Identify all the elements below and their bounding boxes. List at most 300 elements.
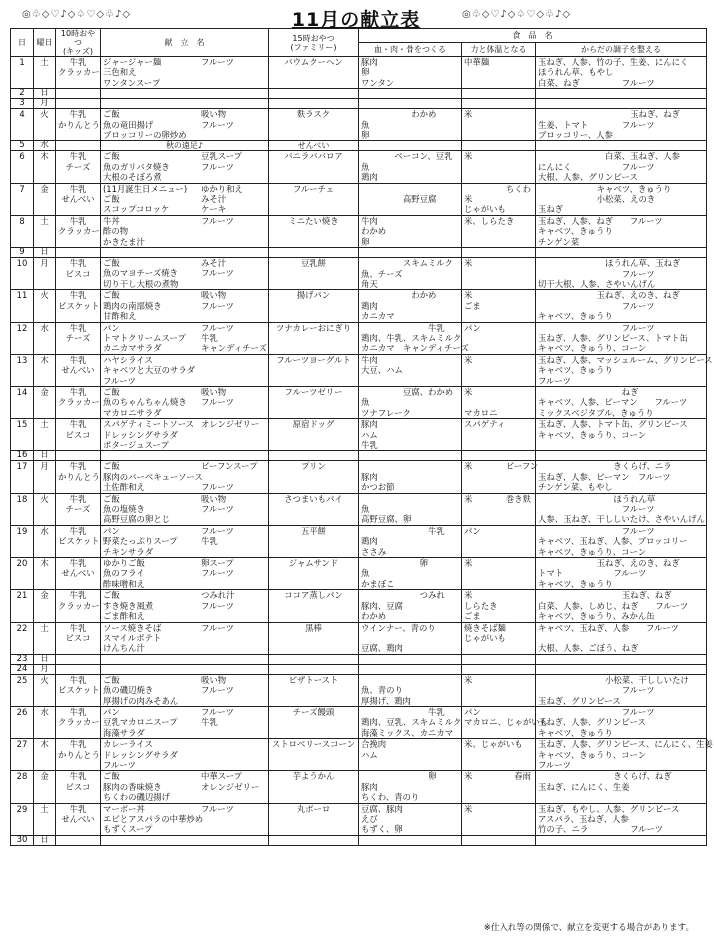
red-food: 鶏肉 <box>361 172 378 183</box>
weekday-cell: 金 <box>34 771 56 803</box>
dish-line <box>103 237 266 247</box>
green-food: キャベツ、きゅうり <box>538 183 672 194</box>
side-dish <box>201 792 204 802</box>
green-food: ほうれん草、玉ねぎ <box>538 258 681 269</box>
dish-cell <box>101 771 269 803</box>
red-food: ハム <box>361 429 378 440</box>
dish-line <box>103 568 266 578</box>
red-food: ツナフレーク <box>361 407 411 418</box>
green-food: キャベツ、きゅうり <box>538 727 613 738</box>
red-group-cell <box>359 109 462 141</box>
yellow-group-cell <box>462 89 536 99</box>
yellow-food <box>464 130 533 140</box>
side-dish <box>201 365 204 375</box>
side-dish: オレンジゼリー <box>201 781 260 792</box>
green-group-cell <box>536 322 707 354</box>
yellow-group-cell <box>462 386 536 418</box>
menu-row <box>11 151 707 183</box>
yellow-group-cell <box>462 451 536 461</box>
green-group-cell <box>536 151 707 183</box>
family-snack-cell: 麩ラスク <box>269 109 359 141</box>
yellow-group-cell <box>462 354 536 386</box>
day-cell: 3 <box>11 99 34 109</box>
side-dish: フルーツ <box>201 397 234 408</box>
menu-row <box>11 258 707 290</box>
yellow-food: 米 <box>464 109 473 120</box>
yellow-food: パン <box>464 525 481 536</box>
green-food: フルーツ <box>538 375 571 386</box>
dish-line <box>103 57 266 67</box>
weekday-cell: 日 <box>34 89 56 99</box>
kids-snack-cell <box>56 419 101 451</box>
main-dish: ご飯 <box>103 109 120 120</box>
kids-snack-cell <box>56 109 101 141</box>
menu-row <box>11 739 707 771</box>
green-food: 小松菜、えのき <box>538 194 656 205</box>
kids-snack-cell <box>56 739 101 771</box>
dish-cell <box>101 739 269 771</box>
yellow-food <box>464 162 533 172</box>
side-dish: フルーツ <box>201 119 234 130</box>
main-dish: ご飯 <box>103 290 120 301</box>
dish-line <box>103 472 266 482</box>
kids-snack-item: ビスコ <box>65 781 91 792</box>
main-dish: 魚の塩焼き <box>103 504 145 515</box>
green-food <box>538 633 704 643</box>
side-dish <box>201 472 204 482</box>
weekday-cell: 土 <box>34 57 56 89</box>
dish-cell <box>101 89 269 99</box>
kids-snack-cell <box>56 151 101 183</box>
green-food: 玉ねぎ、にんにく、生姜 <box>538 781 630 792</box>
kids-snack-item: 牛乳 <box>69 590 87 601</box>
side-dish: みそ汁 <box>201 194 227 205</box>
yellow-food <box>464 237 533 247</box>
side-dish: みそ汁 <box>201 258 227 269</box>
header-row-1 <box>11 29 707 43</box>
weekday-cell: 水 <box>34 322 56 354</box>
menu-row <box>11 590 707 622</box>
red-group-cell <box>359 248 462 258</box>
kids-snack-cell <box>56 248 101 258</box>
side-dish: フルーツ <box>201 803 234 814</box>
yellow-food <box>464 568 533 578</box>
main-dish: 厚揚げの肉みそあん <box>103 695 179 706</box>
footer-note: ※仕入れ等の関係で、献立を変更する場合があります。 <box>483 923 694 933</box>
main-dish: ご飯 <box>103 590 120 601</box>
red-group-cell <box>359 89 462 99</box>
menu-row <box>11 654 707 664</box>
yellow-group-cell <box>462 141 536 151</box>
dish-cell <box>101 99 269 109</box>
dish-line <box>103 771 266 781</box>
yellow-food <box>464 750 533 760</box>
main-dish: ご飯 <box>103 258 120 269</box>
main-dish: ちくわの磯辺揚げ <box>103 792 170 803</box>
red-food: かつお節 <box>361 482 395 493</box>
red-group-cell <box>359 354 462 386</box>
weekday-cell: 水 <box>34 141 56 151</box>
yellow-food: 米 <box>464 590 473 601</box>
day-cell: 17 <box>11 461 34 493</box>
green-food: キャベツ、きゅうり <box>538 578 613 589</box>
side-dish <box>201 611 204 621</box>
red-food: わかめ <box>361 109 437 120</box>
dish-line <box>103 461 266 471</box>
dish-line <box>103 536 266 546</box>
green-food: 玉ねぎ、人参、トマト缶、グリンピース <box>538 419 688 430</box>
dish-line <box>103 216 266 226</box>
main-dish: 魚のマヨチーズ焼き <box>103 268 178 279</box>
yellow-food <box>464 696 533 706</box>
yellow-food: 米 <box>464 151 473 162</box>
header-family-snack: 15時おやつ (ファミリー) <box>269 29 359 57</box>
family-snack-cell: ストロベリースコーン <box>269 739 359 771</box>
weekday-cell: 月 <box>34 461 56 493</box>
day-cell: 1 <box>11 57 34 89</box>
yellow-food <box>464 333 533 343</box>
green-group-cell <box>536 451 707 461</box>
dish-cell <box>101 493 269 525</box>
family-snack-cell: ジャムサンド <box>269 558 359 590</box>
dish-line <box>103 78 266 88</box>
kids-snack-item: 牛乳 <box>69 461 87 472</box>
side-dish <box>201 376 204 386</box>
weekday-cell: 月 <box>34 664 56 674</box>
red-group-cell <box>359 803 462 835</box>
dish-line <box>103 760 266 770</box>
main-dish: ソース焼きそば <box>103 622 162 633</box>
dish-cell <box>101 451 269 461</box>
green-food: 玉ねぎ <box>538 204 564 215</box>
main-dish: ご飯 <box>103 386 120 397</box>
menu-row <box>11 215 707 247</box>
kids-snack-item: 牛乳 <box>69 322 87 333</box>
weekday-cell: 土 <box>34 803 56 835</box>
side-dish: 牛乳 <box>201 536 218 547</box>
yellow-group-cell <box>462 664 536 674</box>
dish-line <box>103 204 266 214</box>
kids-snack-item: 牛乳 <box>69 386 87 397</box>
green-food: キャベツ、玉ねぎ、人参 フルーツ <box>538 622 679 633</box>
dish-cell <box>101 525 269 557</box>
green-food: ブロッコリー、人参 <box>538 130 613 141</box>
header-yellow-group: 力と体温となる <box>462 43 536 57</box>
kids-snack-cell <box>56 258 101 290</box>
family-snack-cell: さつまいもパイ <box>269 493 359 525</box>
green-group-cell <box>536 386 707 418</box>
red-food: 豚肉 <box>361 781 378 792</box>
menu-table <box>10 28 713 846</box>
side-dish <box>201 226 204 236</box>
kids-snack-cell <box>56 835 101 845</box>
kids-snack-cell <box>56 141 101 151</box>
side-dish: フルーツ <box>201 504 234 515</box>
family-snack-cell <box>269 664 359 674</box>
main-dish: 三色和え <box>103 67 137 78</box>
red-food <box>361 633 459 643</box>
yellow-food <box>464 172 533 182</box>
red-food: 鶏肉、豆乳、スキムミルク <box>361 717 462 728</box>
main-dish: パン <box>103 525 120 536</box>
red-food: 魚 <box>361 161 370 172</box>
green-group-cell <box>536 803 707 835</box>
main-dish: 豚肉のバーベキューソース <box>103 471 203 482</box>
yellow-food <box>464 311 533 321</box>
green-group-cell <box>536 99 707 109</box>
side-dish <box>201 643 204 653</box>
green-food: ほうれん草 <box>538 493 656 504</box>
dish-cell <box>101 322 269 354</box>
family-snack-cell: ココア蒸しパン <box>269 590 359 622</box>
dish-line <box>103 750 266 760</box>
dish-line <box>103 611 266 621</box>
dish-line <box>103 717 266 727</box>
family-snack-cell: 黒棒 <box>269 622 359 654</box>
side-dish <box>201 547 204 557</box>
header-day: 日 <box>11 29 34 57</box>
main-dish: 野菜たっぷりスープ <box>103 536 178 547</box>
red-food <box>361 494 459 504</box>
yellow-food <box>464 514 533 524</box>
weekday-cell: 日 <box>34 248 56 258</box>
main-dish: パン <box>103 706 120 717</box>
dish-cell <box>101 151 269 183</box>
dish-line <box>103 547 266 557</box>
green-group-cell <box>536 493 707 525</box>
weekday-cell: 木 <box>34 354 56 386</box>
red-food: ささみ <box>361 546 387 557</box>
side-dish <box>201 514 204 524</box>
yellow-food <box>464 67 533 77</box>
yellow-food <box>464 504 533 514</box>
kids-snack-item: 牛乳 <box>69 215 87 226</box>
side-dish: フルーツ <box>201 482 234 493</box>
side-dish: 吸い物 <box>201 674 227 685</box>
dish-line <box>103 151 266 161</box>
kids-snack-cell <box>56 803 101 835</box>
yellow-food: マカロニ、じゃがいも <box>464 717 549 728</box>
dish-line <box>103 226 266 236</box>
dish-line <box>103 268 266 278</box>
side-dish: フルーツ <box>201 57 234 67</box>
red-group-cell <box>359 771 462 803</box>
kids-snack-cell <box>56 89 101 99</box>
green-group-cell <box>536 622 707 654</box>
yellow-food: 米 <box>464 354 473 365</box>
main-dish: (11月誕生日メニュー) <box>103 183 188 194</box>
green-food: フルーツ <box>538 759 571 770</box>
red-group-cell <box>359 183 462 215</box>
kids-snack-item: 牛乳 <box>69 558 87 569</box>
green-food <box>538 440 704 450</box>
family-snack-cell <box>269 99 359 109</box>
green-group-cell <box>536 654 707 664</box>
weekday-cell: 水 <box>34 525 56 557</box>
green-food: フルーツ <box>538 706 655 717</box>
green-group-cell <box>536 183 707 215</box>
main-dish: 大根のそぼろ煮 <box>103 172 162 183</box>
red-food: 大豆、ハム <box>361 365 403 376</box>
dish-line <box>103 675 266 685</box>
red-food: 卵 <box>361 236 370 247</box>
red-food: 卵 <box>361 771 437 782</box>
menu-row <box>11 835 707 845</box>
kids-snack-item: ビスケット <box>58 685 100 696</box>
day-cell: 14 <box>11 386 34 418</box>
red-group-cell <box>359 525 462 557</box>
red-food: 牛乳 <box>361 525 445 536</box>
red-group-cell <box>359 835 462 845</box>
main-dish: 酢味噌和え <box>103 578 145 589</box>
kids-snack-item: チーズ <box>65 161 91 172</box>
red-food: 魚 <box>361 397 370 408</box>
menu-row <box>11 461 707 493</box>
dish-line <box>103 430 266 440</box>
red-food: カニカマ <box>361 311 395 322</box>
green-food: 玉ねぎ、人参、マッシュルーム、グリンピース <box>538 354 713 365</box>
kids-snack-item: チーズ <box>65 332 91 343</box>
yellow-group-cell <box>462 622 536 654</box>
decoration-left: ◎♧◇♡♪◇♤♡◇♧♪◇ <box>22 9 132 20</box>
side-dish: 牛乳 <box>201 332 218 343</box>
main-dish: 魚の竜田揚げ <box>103 119 154 130</box>
yellow-group-cell <box>462 99 536 109</box>
kids-snack-cell <box>56 451 101 461</box>
day-cell: 10 <box>11 258 34 290</box>
main-dish: カニカマサラダ <box>103 343 162 354</box>
dish-line <box>103 279 266 289</box>
red-food: 豚肉 <box>361 57 378 67</box>
red-food <box>361 675 459 685</box>
dish-line <box>103 194 266 204</box>
kids-snack-item: 牛乳 <box>69 493 87 504</box>
yellow-food: 米 <box>464 803 473 814</box>
dish-cell <box>101 57 269 89</box>
green-group-cell <box>536 354 713 386</box>
red-food: 海藻ミックス、カニカマ <box>361 727 454 738</box>
red-group-cell <box>359 461 462 493</box>
kids-snack-cell <box>56 590 101 622</box>
red-food: わかめ <box>361 226 387 237</box>
yellow-group-cell <box>462 590 536 622</box>
green-food: フルーツ <box>538 268 655 279</box>
kids-snack-item: せんべい <box>61 814 95 824</box>
dish-cell <box>101 386 269 418</box>
green-food: キャベツ、きゅうり、コーン <box>538 749 647 760</box>
dish-line <box>103 67 266 77</box>
yellow-food: 米 <box>464 258 473 269</box>
weekday-cell: 木 <box>34 558 56 590</box>
kids-snack-item: ビスコ <box>65 632 91 643</box>
green-food: 白菜、人参、しめじ、ねぎ フルーツ <box>538 600 689 611</box>
main-dish: トマトクリームスープ <box>103 332 186 343</box>
menu-row <box>11 674 707 706</box>
yellow-group-cell <box>462 706 549 738</box>
side-dish <box>201 355 204 365</box>
red-food: 鶏肉 <box>361 536 378 547</box>
red-group-cell <box>359 451 462 461</box>
yellow-food <box>464 824 533 834</box>
weekday-cell: 火 <box>34 493 56 525</box>
yellow-food: 米 <box>464 558 473 569</box>
yellow-food: 米 <box>464 194 473 205</box>
green-group-cell <box>536 835 707 845</box>
kids-snack-item: 牛乳 <box>69 57 87 67</box>
dish-line <box>103 643 266 653</box>
green-food: 玉ねぎ、えのき、ねぎ <box>538 290 680 301</box>
green-food: 大根、人参、グリンピース <box>538 172 638 183</box>
red-group-cell <box>359 386 462 418</box>
green-food: キャベツ、きゅうり、みかん缶 <box>538 611 655 622</box>
green-group-cell <box>536 739 713 771</box>
red-food: 牛肉 <box>361 354 378 365</box>
yellow-food: 米 春雨 <box>464 771 531 782</box>
menu-row <box>11 99 707 109</box>
side-dish <box>201 279 204 289</box>
kids-snack-cell <box>56 215 101 247</box>
yellow-food: マカロニ <box>464 407 498 418</box>
side-dish <box>201 633 204 643</box>
yellow-group-cell <box>462 183 536 215</box>
yellow-food: 米 <box>464 674 473 685</box>
day-cell: 30 <box>11 835 34 845</box>
kids-snack-cell <box>56 622 101 654</box>
main-dish: 海藻サラダ <box>103 727 145 738</box>
green-group-cell <box>536 706 707 738</box>
dish-line <box>103 355 266 365</box>
yellow-food <box>464 536 533 546</box>
main-dish: 魚のフライ <box>103 568 145 579</box>
family-snack-cell: 揚げパン <box>269 290 359 322</box>
weekday-cell: 土 <box>34 622 56 654</box>
menu-row <box>11 525 707 557</box>
red-food: 魚 <box>361 568 370 579</box>
kids-snack-item: 牛乳 <box>69 706 87 717</box>
yellow-food: 米 巻き麩 <box>464 493 531 504</box>
side-dish: キャンディチーズ <box>201 343 267 354</box>
green-food: トマト フルーツ <box>538 568 647 579</box>
main-dish: 鶏肉の南部焼き <box>103 300 162 311</box>
main-dish: 牛丼 <box>103 215 120 226</box>
green-food: チンゲン菜、もやし <box>538 482 613 493</box>
day-cell: 29 <box>11 803 34 835</box>
red-group-cell <box>359 706 462 738</box>
day-cell: 18 <box>11 493 34 525</box>
header-dishes: 献 立 名 <box>101 29 269 57</box>
kids-snack-cell <box>56 99 101 109</box>
kids-snack-item: クラッカー <box>58 67 100 78</box>
green-food: フルーツ <box>538 525 655 536</box>
header-ingredients: 食 品 名 <box>359 29 707 43</box>
green-food: フルーツ <box>538 300 655 311</box>
red-food: 鶏肉 <box>361 300 378 311</box>
green-food: チンゲン菜 <box>538 236 580 247</box>
side-dish: フルーツ <box>201 322 234 333</box>
red-group-cell <box>359 141 462 151</box>
dish-line <box>103 258 266 268</box>
dish-cell <box>101 248 269 258</box>
kids-snack-cell <box>56 706 101 738</box>
green-food: 玉ねぎ、人参、ピーマン フルーツ <box>538 471 671 482</box>
green-food: キャベツ、玉ねぎ、人参、ブロッコリー <box>538 536 688 547</box>
side-dish: フルーツ <box>201 706 234 717</box>
weekday-cell: 日 <box>34 451 56 461</box>
dish-cell <box>101 803 269 835</box>
green-food: 玉ねぎ、グリンピース <box>538 695 621 706</box>
kids-snack-item: せんべい <box>61 365 95 376</box>
weekday-cell: 土 <box>34 215 56 247</box>
